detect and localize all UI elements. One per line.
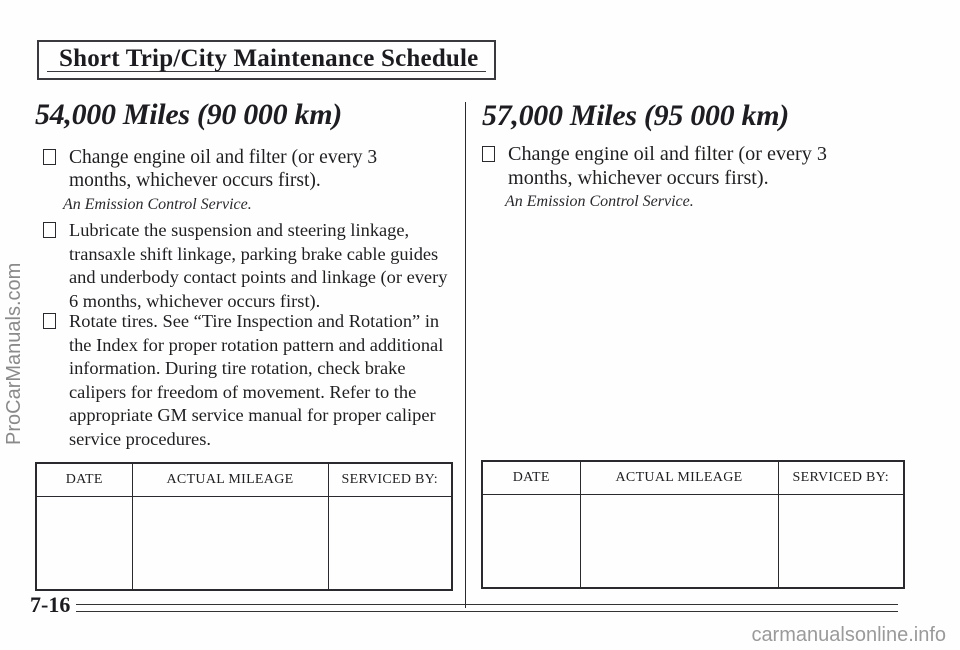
checkbox-icon[interactable]	[43, 222, 56, 238]
serviced-by-entry-cell[interactable]	[778, 495, 904, 589]
date-entry-cell[interactable]	[482, 495, 580, 589]
actual-mileage-column-header: ACTUAL MILEAGE	[580, 461, 778, 495]
checkbox-icon[interactable]	[43, 313, 56, 329]
serviced-by-entry-cell[interactable]	[328, 497, 452, 591]
left-emission-note: An Emission Control Service.	[63, 196, 252, 213]
right-item-oil-change-text: Change engine oil and filter (or every 3 months, whichever occurs first).	[508, 143, 827, 189]
right-interval-title: 57,000 Miles (95 000 km)	[482, 99, 789, 132]
left-service-record-table	[35, 462, 453, 591]
side-watermark: ProCarManuals.com	[3, 262, 25, 445]
actual-mileage-column-header: ACTUAL MILEAGE	[132, 463, 328, 497]
section-header-box	[37, 40, 496, 80]
date-entry-cell[interactable]	[36, 497, 132, 591]
footer-double-rule	[30, 604, 898, 612]
left-interval-title: 54,000 Miles (90 000 km)	[35, 98, 342, 131]
mileage-entry-cell[interactable]	[580, 495, 778, 589]
left-item-oil-change-text: Change engine oil and filter (or every 3 months, whichever occurs first).	[69, 147, 378, 191]
left-item-rotate-tires-text: Rotate tires. See “Tire Inspection and Rotation” in the Index for proper rotation pattern and additional information. During tire rotation, check brake calipers for freedom of movement. Refer to the appropriate GM service manual for proper caliper service procedures.	[69, 311, 444, 449]
left-item-lubricate-text: Lubricate the suspension and steering linkage, transaxle shift linkage, parking brake cable guides and underbody contact points and linkage (or every 6 months, whichever occurs first).	[69, 220, 448, 311]
column-divider	[465, 102, 466, 608]
serviced-by-column-header: SERVICED BY:	[328, 463, 452, 497]
page-header-title: Short Trip/City Maintenance Schedule	[59, 45, 479, 72]
serviced-by-column-header: SERVICED BY:	[778, 461, 904, 495]
checkbox-icon[interactable]	[482, 146, 495, 162]
bottom-watermark: carmanualsonline.info	[751, 624, 946, 646]
page-number: 7-16	[30, 592, 76, 618]
right-service-record-table	[481, 460, 905, 589]
checkbox-icon[interactable]	[43, 149, 56, 165]
date-column-header: DATE	[482, 461, 580, 495]
mileage-entry-cell[interactable]	[132, 497, 328, 591]
date-column-header: DATE	[36, 463, 132, 497]
right-emission-note: An Emission Control Service.	[505, 193, 694, 210]
